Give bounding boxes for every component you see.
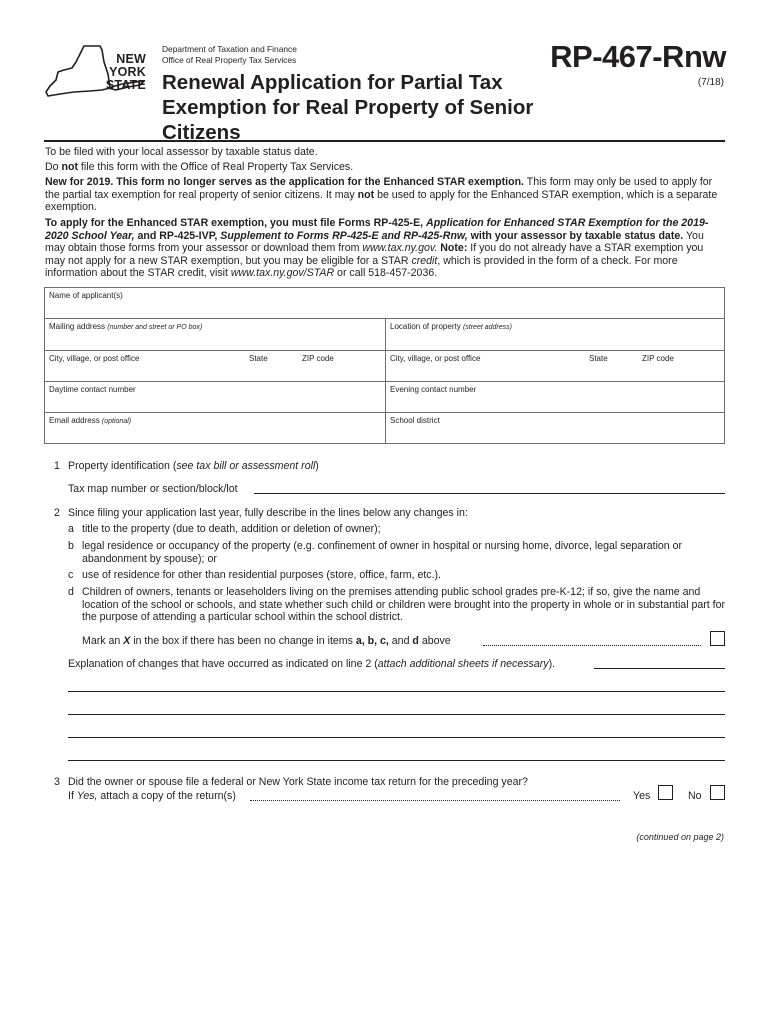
no-label: No (688, 790, 702, 802)
intro-line-2: Do not file this form with the Office of Real Property Tax Services. (45, 160, 354, 173)
daytime-contact-label: Daytime contact number (49, 385, 136, 394)
property-location-field[interactable] (386, 319, 724, 350)
email-label: Email address (optional) (49, 416, 132, 425)
question-3-attach-instruction: If Yes, attach a copy of the return(s) (68, 790, 236, 802)
no-change-checkbox[interactable] (710, 631, 725, 646)
school-district-label: School district (390, 416, 440, 425)
mailing-city-state-zip-field[interactable] (45, 351, 386, 381)
row-applicant-name (45, 288, 724, 319)
tax-website-link[interactable]: www.tax.ny.gov. (362, 242, 438, 255)
question-3-leader-dots (250, 800, 620, 801)
item-c-text: use of residence for other than residential purposes (store, office, farm, etc.). (82, 569, 441, 581)
item-d-letter: d (68, 586, 74, 598)
logo-text-new: NEW (116, 52, 146, 66)
item-b-letter: b (68, 540, 74, 552)
mailing-city-label: City, village, or post office (49, 354, 140, 363)
explanation-line-0[interactable] (594, 668, 725, 669)
explanation-line-1[interactable] (68, 691, 725, 692)
applicant-name-label: Name of applicant(s) (49, 291, 123, 300)
no-change-leader-dots (483, 645, 701, 646)
header-divider (44, 140, 725, 142)
evening-contact-label: Evening contact number (390, 385, 477, 394)
explanation-label: Explanation of changes that have occurred as indicated on line 2 (attach additional sheets if necessary). (68, 658, 556, 670)
department-name: Department of Taxation and Finance (162, 44, 297, 54)
property-location-label: Location of property (street address) (390, 322, 512, 331)
property-zip-label: ZIP code (642, 354, 674, 363)
intro-paragraph-enhanced-star: To apply for the Enhanced STAR exemption, you must file Forms RP-425-E, Application for Enhanced STAR Exemption for the 2019-2020 School Year, and RP-425-IVP, Supplement to Forms RP-425-E and RP-425-Rnw, with your assessor by taxable status date. You may obtain those forms from your assessor or download them from www.tax.ny.gov. Note: If you do not already have a STAR exemption you may not apply for a new STAR exemption, but you may be eligible for a STAR credit, which is provided in the form of a check. For more information about the STAR credit, visit www.tax.ny.gov/STAR or call 518-457-2036. (45, 216, 709, 280)
explanation-line-2[interactable] (68, 714, 725, 715)
question-1-text: Property identification (see tax bill or assessment roll) (68, 460, 319, 472)
item-d-text: Children of owners, tenants or leaseholders living on the premises attending public school grades pre-K-12; if so, give the name and location of the school or schools, and state whether such child or children were brought into the property in whole or in substantial part for the purpose of attending a particular school within the school district. (82, 586, 726, 624)
no-checkbox[interactable] (710, 785, 725, 800)
mailing-zip-label: ZIP code (302, 354, 334, 363)
form-revision-date: (7/18) (697, 77, 724, 88)
intro-instructions (45, 146, 725, 282)
tax-map-input-line[interactable] (254, 493, 725, 494)
form-title-line-1: Renewal Application for Partial Tax (162, 71, 503, 94)
mailing-state-label: State (249, 354, 268, 363)
applicant-information-table (44, 287, 725, 444)
continued-on-page-2: (continued on page 2) (636, 832, 724, 842)
item-b-text: legal residence or occupancy of the property (e.g. confinement of owner in hospital or nursing home, divorce, legal separation or abandonment by spouse); or (82, 540, 683, 565)
yes-label: Yes (633, 790, 651, 802)
form-title (162, 70, 582, 145)
row-email-school (45, 413, 724, 444)
school-district-field[interactable] (386, 413, 724, 444)
intro-paragraph-new-for-2019: New for 2019. This form no longer serves as the application for the Enhanced STAR exemption. This form may only be used to apply for the partial tax exemption for real property of senior citizens. It may not be used to apply for the Enhanced STAR exemption, which is a separate exemption. (45, 176, 718, 214)
daytime-contact-field[interactable] (45, 382, 386, 412)
property-city-label: City, village, or post office (390, 354, 481, 363)
explanation-line-4[interactable] (68, 760, 725, 761)
question-3-number: 3 (54, 776, 60, 788)
item-a-letter: a (68, 523, 74, 535)
department-block (162, 44, 297, 66)
mailing-address-label: Mailing address (number and street or PO box) (49, 322, 203, 331)
office-name: Office of Real Property Tax Services (162, 55, 297, 65)
evening-contact-field[interactable] (386, 382, 724, 412)
mailing-address-field[interactable] (45, 319, 386, 350)
row-contact-numbers (45, 382, 724, 413)
no-change-instruction: Mark an X in the box if there has been no change in items a, b, c, and d above (82, 635, 451, 647)
intro-line-1: To be filed with your local assessor by taxable status date. (45, 146, 318, 158)
question-2-number: 2 (54, 507, 60, 519)
property-city-state-zip-field[interactable] (386, 351, 724, 381)
logo-text-state: STATE (105, 78, 146, 92)
question-2-intro: Since filing your application last year, fully describe in the lines below any changes in: (68, 507, 468, 519)
tax-map-label: Tax map number or section/block/lot (68, 483, 238, 495)
property-state-label: State (589, 354, 608, 363)
question-3-text: Did the owner or spouse file a federal or New York State income tax return for the preceding year? (68, 776, 528, 788)
question-1-number: 1 (54, 460, 60, 472)
row-city-state-zip (45, 351, 724, 382)
form-number: RP-467-Rnw (550, 39, 726, 74)
yes-checkbox[interactable] (658, 785, 673, 800)
nys-logo (44, 44, 152, 102)
email-field[interactable] (45, 413, 386, 444)
applicant-name-field[interactable] (45, 288, 724, 318)
item-a-text: title to the property (due to death, addition or deletion of owner); (82, 523, 381, 535)
explanation-line-3[interactable] (68, 737, 725, 738)
form-title-line-2: Exemption for Real Property of Senior Citizens (162, 96, 534, 144)
star-website-link[interactable]: www.tax.ny.gov/STAR (230, 267, 335, 280)
row-address (45, 319, 724, 351)
item-c-letter: c (68, 569, 74, 581)
logo-text-york: YORK (109, 65, 146, 79)
